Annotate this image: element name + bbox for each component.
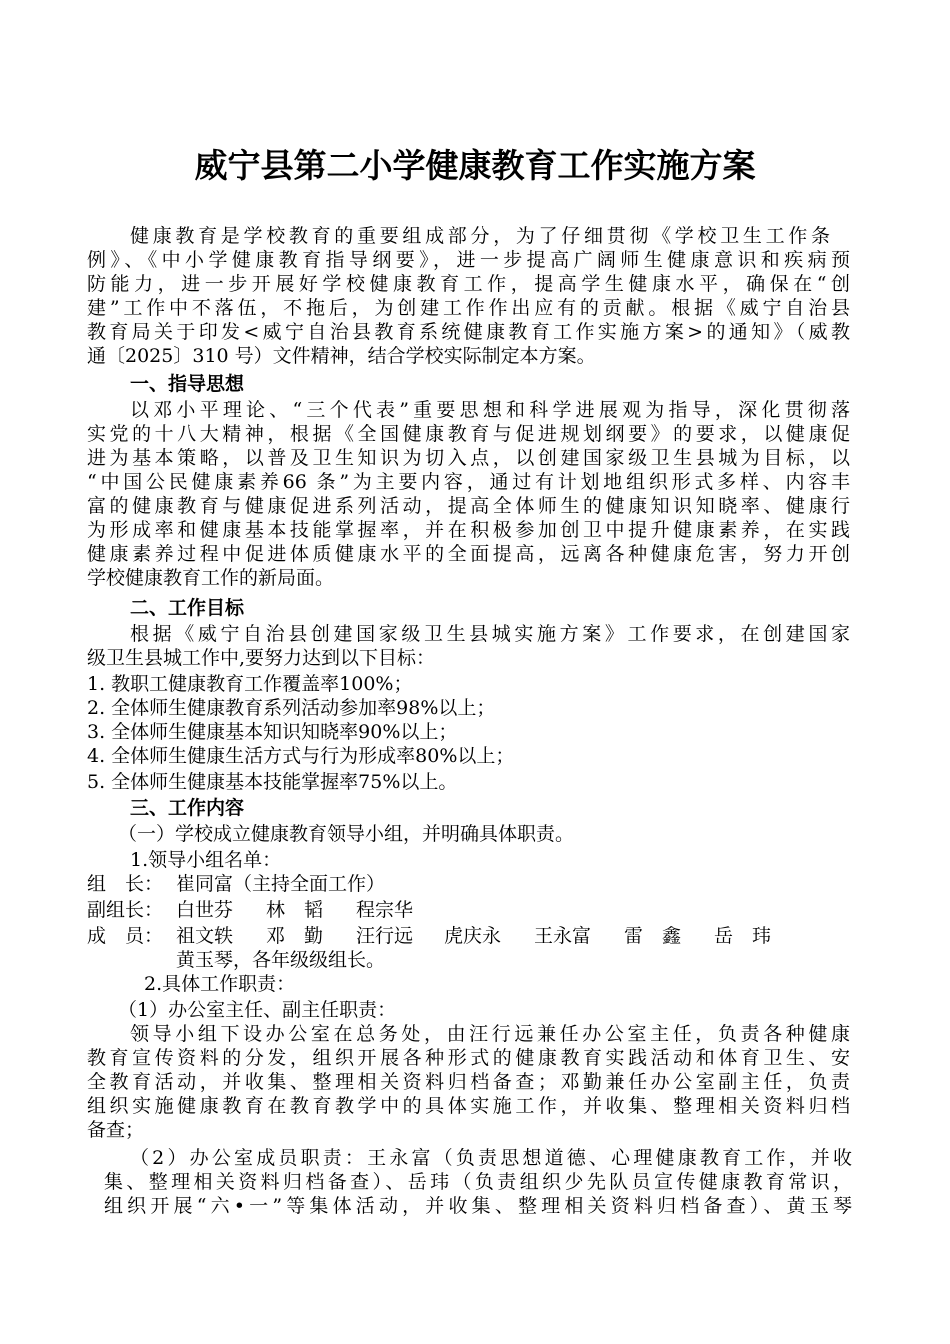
member-name: 祖文轶	[176, 925, 234, 947]
goal-item: 1. 教职工健康教育工作覆盖率100%；	[87, 673, 413, 695]
paragraph-line: 教育宣传资料的分发，组织开展各种形式的健康教育实践活动和体育卫生、安	[87, 1047, 850, 1069]
member-name: 虎庆永	[444, 925, 502, 947]
section-heading: 三、工作内容	[130, 797, 245, 819]
paragraph-line: 备查；	[87, 1119, 145, 1141]
list-title: 2.具体工作职责：	[144, 973, 296, 995]
member-name: 汪行远	[356, 925, 414, 947]
member-name: 王永富	[534, 925, 592, 947]
paragraph-line: 组织开展“六•一”等集体活动，并收集、整理相关资料归档备查）、黄玉琴	[104, 1195, 852, 1217]
deputy-name: 林 韬	[266, 899, 324, 921]
paragraph-line: （2）办公室成员职责：王永富（负责思想道德、心理健康教育工作，并收	[130, 1147, 852, 1169]
paragraph-line: 健康素养过程中促进体质健康水平的全面提高，远离各种健康危害，努力开创	[87, 543, 850, 565]
member-name: 黄玉琴，各年级级组长。	[176, 949, 386, 971]
member-label: 成 员：	[87, 925, 164, 947]
member-name: 雷 鑫	[624, 925, 682, 947]
paragraph-line: 领导小组下设办公室在总务处，由汪行远兼任办公室主任，负责各种健康	[130, 1023, 850, 1045]
subsection-heading: （一）学校成立健康教育领导小组，并明确具体职责。	[118, 823, 575, 845]
paragraph-line: 全教育活动，并收集、整理相关资料归档备查；邓勤兼任办公室副主任，负责	[87, 1071, 850, 1093]
subsection-heading: （1）办公室主任、副主任职责：	[118, 999, 397, 1021]
leader-name: 崔同富（主持全面工作）	[176, 873, 386, 895]
member-name: 邓 勤	[266, 925, 324, 947]
section-heading: 一、指导思想	[130, 373, 245, 395]
paragraph-line: 通〔2025〕310 号）文件精神，结合学校实际制定本方案。	[87, 345, 596, 367]
paragraph-line: 健康教育是学校教育的重要组成部分，为了仔细贯彻《学校卫生工作条	[130, 225, 830, 247]
list-title: 1.领导小组名单：	[130, 849, 282, 871]
paragraph-line: 实党的十八大精神，根据《全国健康教育与促进规划纲要》的要求，以健康促	[87, 423, 850, 445]
paragraph-line: 富的健康教育与健康促进系列活动，提高全体师生的健康知识知晓率、健康行	[87, 495, 850, 517]
member-name: 岳 玮	[714, 925, 772, 947]
goal-item: 3. 全体师生健康基本知识知晓率90%以上；	[87, 721, 458, 743]
paragraph-line: 级卫生县城工作中,要努力达到以下目标：	[87, 647, 436, 669]
paragraph-line: “中国公民健康素养66 条”为主要内容，通过有计划地组织形式多样、内容丰	[87, 471, 850, 493]
document-title: 威宁县第二小学健康教育工作实施方案	[194, 146, 756, 185]
paragraph-line: 学校健康教育工作的新局面。	[87, 567, 335, 589]
deputy-name: 程宗华	[356, 899, 414, 921]
paragraph-line: 以邓小平理论、“三个代表”重要思想和科学进展观为指导，深化贯彻落	[130, 399, 850, 421]
paragraph-line: 根据《威宁自治县创建国家级卫生县城实施方案》工作要求，在创建国家	[130, 623, 850, 645]
deputy-name: 白世芬	[176, 899, 234, 921]
paragraph-line: 为形成率和健康基本技能掌握率，并在积极参加创卫中提升健康素养，在实践	[87, 519, 850, 541]
goal-item: 2. 全体师生健康教育系列活动参加率98%以上；	[87, 697, 496, 719]
paragraph-line: 例》、《中小学健康教育指导纲要》，进一步提高广阔师生健康意识和疾病预	[87, 249, 850, 271]
paragraph-line: 组织实施健康教育在教育教学中的具体实施工作，并收集、整理相关资料归档	[87, 1095, 850, 1117]
leader-label: 组 长：	[87, 873, 164, 895]
paragraph-line: 建”工作中不落伍，不拖后，为创建工作作出应有的贡献。根据《威宁自治县	[87, 297, 850, 319]
section-heading: 二、工作目标	[130, 597, 245, 619]
goal-item: 5. 全体师生健康基本技能掌握率75%以上。	[87, 771, 458, 793]
paragraph-line: 教育局关于印发<威宁自治县教育系统健康教育工作实施方案>的通知》（威教	[87, 321, 850, 343]
paragraph-line: 防能力，进一步开展好学校健康教育工作，提高学生健康水平，确保在“创	[87, 273, 850, 295]
paragraph-line: 集、整理相关资料归档备查）、岳玮（负责组织少先队员宣传健康教育常识，	[104, 1171, 852, 1193]
goal-item: 4. 全体师生健康生活方式与行为形成率80%以上；	[87, 745, 515, 767]
paragraph-line: 进为基本策略，以普及卫生知识为切入点，以创建国家级卫生县城为目标，以	[87, 447, 850, 469]
deputy-label: 副组长：	[87, 899, 164, 921]
